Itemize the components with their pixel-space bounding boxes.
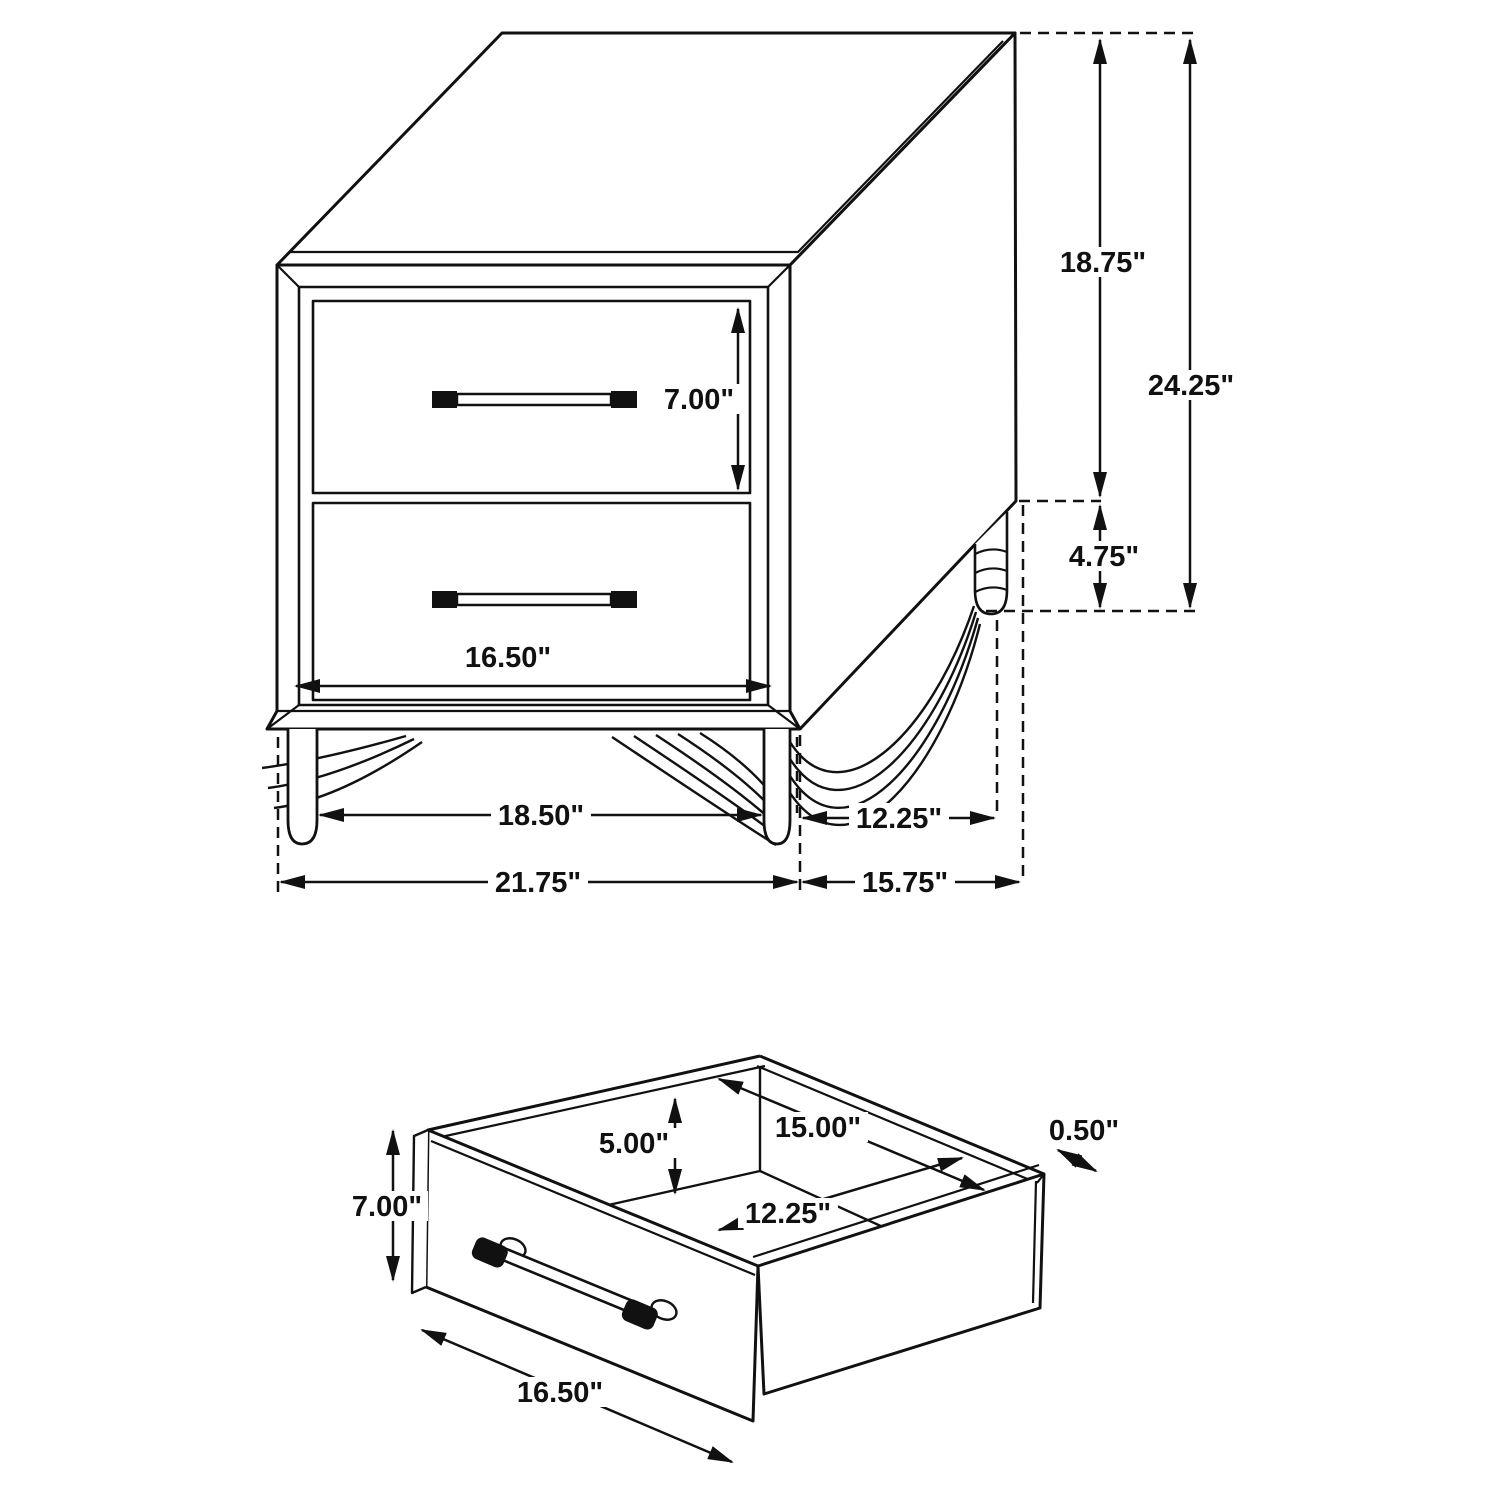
nightstand-front-to-rear-leg-label: 12.25" <box>855 803 943 835</box>
drawer-inner-width-label: 15.00" <box>774 1112 862 1144</box>
nightstand-drawer-height-label: 7.00" <box>663 384 735 416</box>
drawer-inner-height-label: 5.00" <box>598 1128 670 1160</box>
nightstand-overall-height-label: 24.25" <box>1147 370 1235 402</box>
drawer-front-height-label: 7.00" <box>351 1191 423 1223</box>
nightstand-overall-width-label: 21.75" <box>494 867 582 899</box>
drawer-panel-thickness-label: 0.50" <box>1048 1115 1120 1147</box>
nightstand-front-leg-spacing-label: 18.50" <box>497 800 585 832</box>
nightstand-top-to-leg-height-label: 18.75" <box>1059 247 1147 279</box>
nightstand-drawer-opening-width-label: 16.50" <box>464 642 552 674</box>
nightstand-outline <box>262 33 1016 845</box>
nightstand-overall-depth-label: 15.75" <box>861 867 949 899</box>
nightstand-leg-height-label: 4.75" <box>1068 541 1140 573</box>
drawer-inner-depth-label: 12.25" <box>744 1198 832 1230</box>
drawer-front-width-label: 16.50" <box>516 1377 604 1409</box>
